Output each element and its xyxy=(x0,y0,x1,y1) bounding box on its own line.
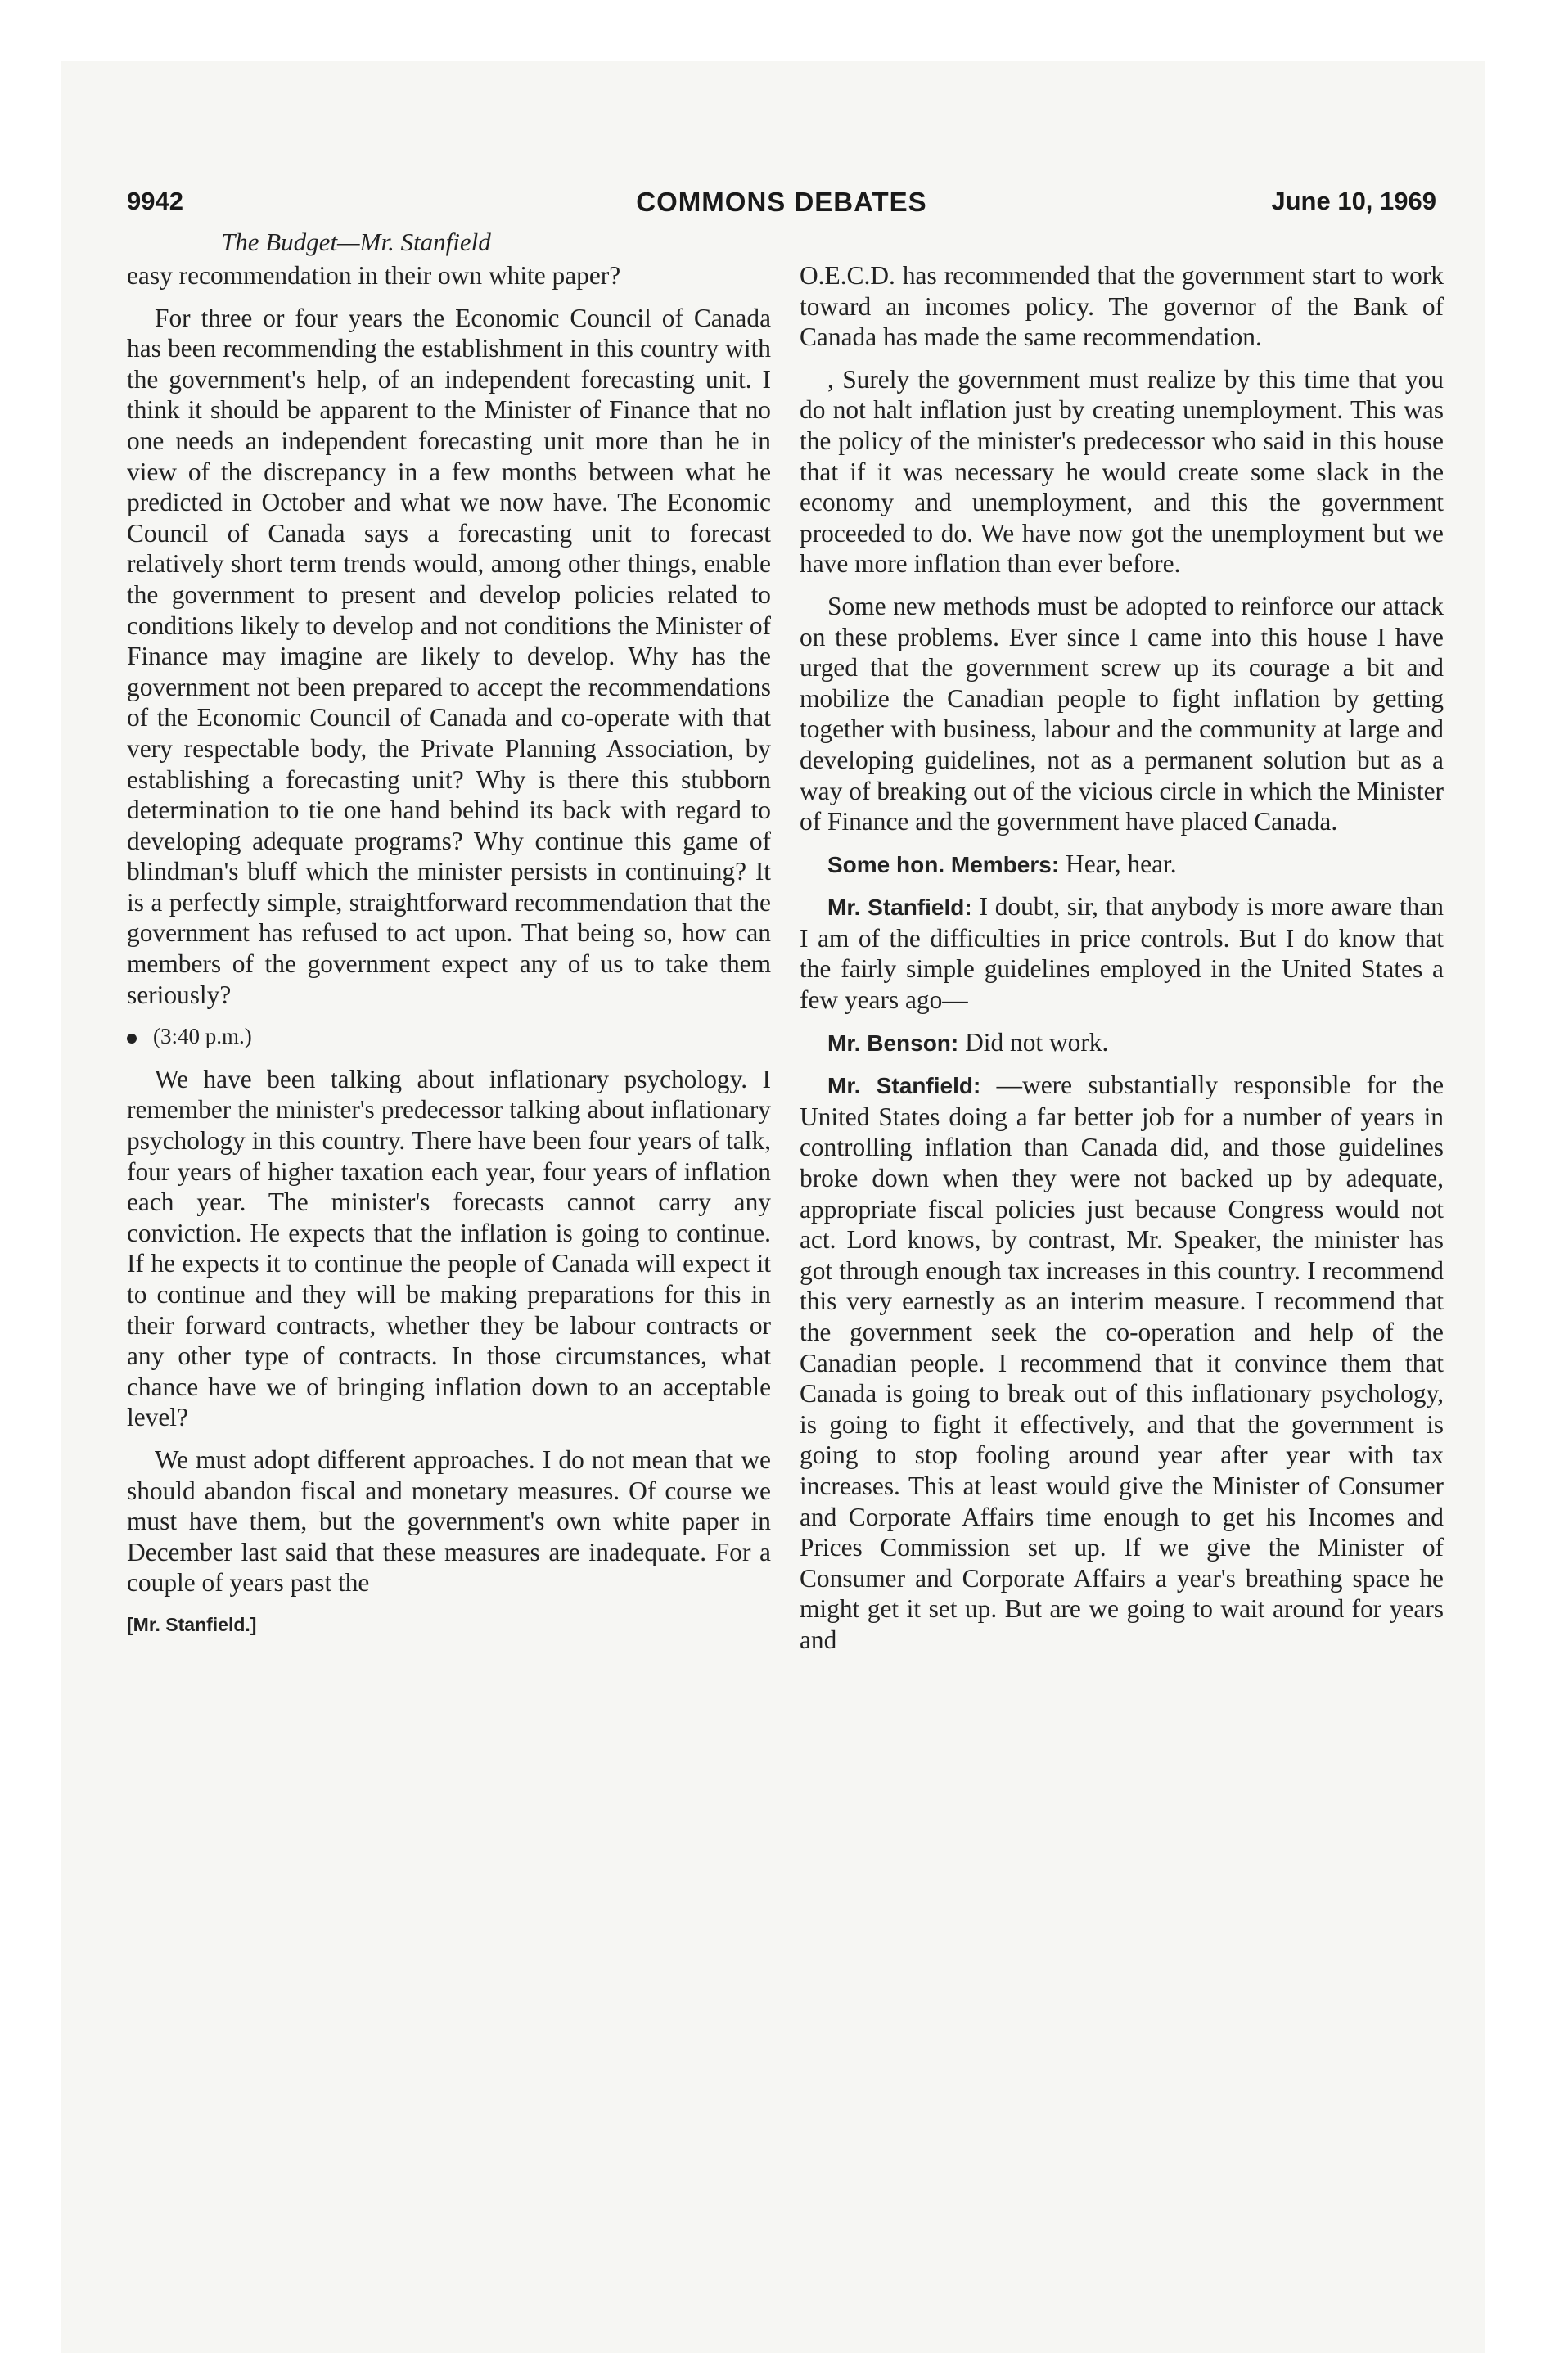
speech-entry xyxy=(800,1070,1444,1655)
speaker-name: Some hon. Members: xyxy=(827,851,1060,877)
speech-entry xyxy=(800,891,1444,1015)
paragraph: For three or four years the Economic Council of Canada has been recommending the establishment in this country with the government's help, of an independent forecasting unit. I think it should be apparent to the Minister of Finance that no one needs an independent forecasting unit more than he in view of the discrepancy in a few months between what he predicted in October and what we now have. The Economic Council of Canada says a forecasting unit to forecast relatively short term trends would, among other things, enable the government to present and develop policies related to conditions likely to develop and not conditions the Minister of Finance may imagine are likely to develop. Why has the government not been prepared to accept the recommendations of the Economic Council of Canada and co-operate with that very respectable body, the Private Planning Association, by establishing a forecasting unit? Why is there this stubborn determination to tie one hand behind its back with regard to developing adequate programs? Why continue this game of blindman's bluff which the minister persists in continuing? It is a perfectly simple, straightforward recommendation that the government has refused to act upon. That being so, how can members of the government expect any of us to take them seriously? xyxy=(127,303,771,1009)
bullet-icon xyxy=(127,1034,137,1044)
speech-text: I doubt, sir, that anybody is more aware than I am of the difficulties in price controls. But I do know that the fairly simple guidelines employed in the United States a few years ago— xyxy=(800,892,1444,1015)
speaker-attribution: [Mr. Stanfield.] xyxy=(127,1613,257,1635)
time-marker xyxy=(127,1021,771,1053)
time-marker-text: (3:40 p.m.) xyxy=(153,1024,252,1049)
issue-date: June 10, 1969 xyxy=(1271,187,1436,215)
journal-title: COMMONS DEBATES xyxy=(636,187,927,217)
speaker-name: Mr. Stanfield: xyxy=(827,1073,981,1099)
paragraph: O.E.C.D. has recommended that the government start to work toward an incomes policy. The governor of the Bank of Canada has made the same recommendation. xyxy=(800,261,1444,352)
page-header xyxy=(127,187,1436,226)
running-subheading: The Budget—Mr. Stanfield xyxy=(221,228,491,256)
speech-entry xyxy=(800,849,1444,881)
left-column xyxy=(127,260,771,1652)
paragraph: We must adopt different approaches. I do not mean that we should abandon fiscal and monetary measures. Of course we must have them, but the government's own white paper in December last said that these measures are inadequate. For a couple of years past the xyxy=(127,1445,771,1598)
speech-text: Hear, hear. xyxy=(1059,849,1177,878)
speaker-name: Mr. Stanfield: xyxy=(827,895,972,921)
paragraph: We have been talking about inflationary psychology. I remember the minister's predecessor talking about inflationary psychology in this country. There have been four years of talk, four years of higher taxation each year, four years of inflation each year. The minister's forecasts cannot carry any conviction. He expects that the inflation is going to continue. If he expects it to continue the people of Canada will expect it to continue and they will be making preparations for this in their forward contracts, whether they be labour contracts or any other type of contracts. In those circumstances, what chance have we of bringing inflation down to an acceptable level? xyxy=(127,1064,771,1432)
speech-text: —were substantially responsible for the United States doing a far better job for a number of years in controlling inflation than Canada did, and those guidelines broke down when they were not backed up by adequate, appropriate fiscal policies just because Congress would not act. Lord knows, by contrast, Mr. Speaker, the minister has got through enough tax increases in this country. I recommend this very earnestly as an interim measure. I recommend that the government seek the co-operation and help of the Canadian people. I recommend that it convince them that Canada is going to break out of this inflationary psychology, is going to fight it effectively, and that the government is going to stop fooling around year after year with tax increases. This at least would give the Minister of Consumer and Corporate Affairs time enough to get his Incomes and Prices Commission set up. If we give the Minister of Consumer and Corporate Affairs a year's breathing space he might get it set up. But are we going to wait around for years and xyxy=(800,1071,1444,1654)
right-column xyxy=(800,260,1444,1667)
paragraph: Some new methods must be adopted to reinforce our attack on these problems. Ever since I came into this house I have urged that the government screw up its courage a bit and mobilize the Canadian people to fight inflation by getting together with business, labour and the community at large and developing guidelines, not as a permanent solution but as a way of breaking out of the vicious circle in which the Minister of Finance and the government have placed Canada. xyxy=(800,591,1444,836)
page-number: 9942 xyxy=(127,187,183,215)
paragraph: easy recommendation in their own white paper? xyxy=(127,261,621,290)
speech-entry xyxy=(800,1027,1444,1059)
speaker-name: Mr. Benson: xyxy=(827,1030,959,1056)
paragraph: , Surely the government must realize by this time that you do not halt inflation just by creating unemployment. This was the policy of the minister's predecessor who said in this house that if it was necessary he would create some slack in the economy and unemployment, and this the government proceeded to do. We have now got the unemployment but we have more inflation than ever before. xyxy=(800,364,1444,579)
speech-text: Did not work. xyxy=(958,1027,1109,1057)
